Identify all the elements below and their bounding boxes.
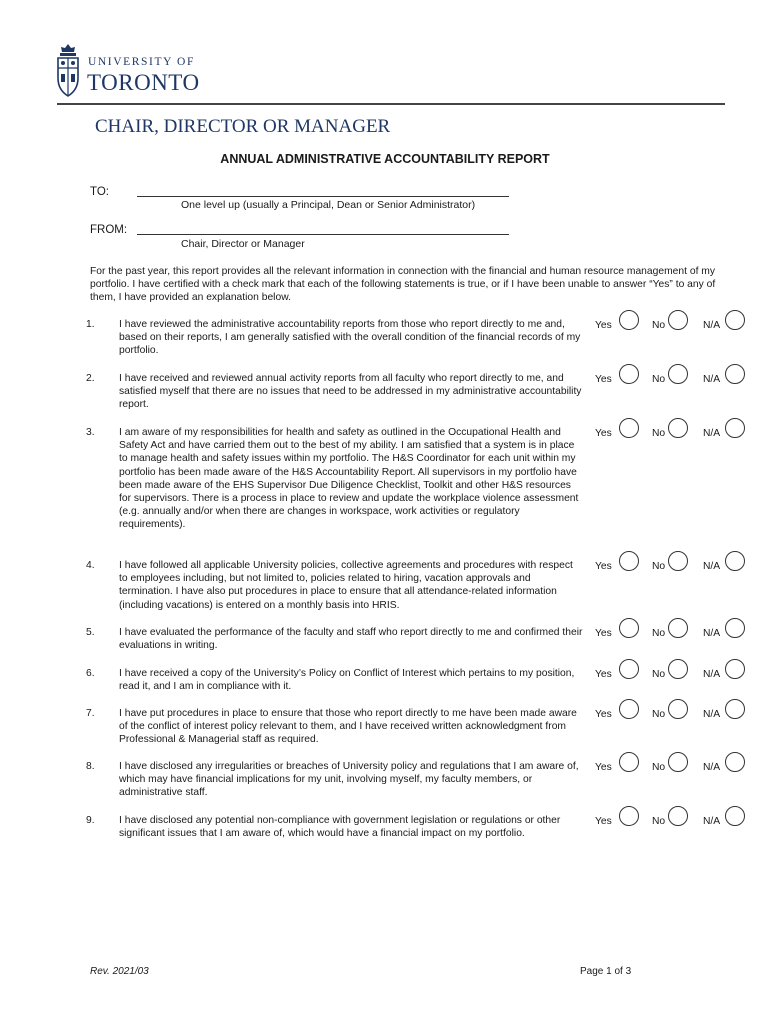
no-radio[interactable]	[668, 699, 688, 719]
yes-radio[interactable]	[619, 418, 639, 438]
option-na-label: N/A	[703, 669, 721, 680]
yes-radio[interactable]	[619, 659, 639, 679]
option-na-label: N/A	[703, 709, 721, 720]
option-yes-label: Yes	[595, 762, 612, 773]
university-crest-icon	[55, 42, 81, 98]
statement-number: 8.	[86, 761, 95, 772]
statement-number: 1.	[86, 319, 95, 330]
option-no-label: No	[652, 669, 666, 680]
option-na-label: N/A	[703, 320, 721, 331]
report-title: ANNUAL ADMINISTRATIVE ACCOUNTABILITY REPORT	[220, 152, 550, 166]
yes-radio[interactable]	[619, 618, 639, 638]
option-na-label: N/A	[703, 628, 721, 639]
statement-number: 5.	[86, 627, 95, 638]
logo-line-university-of: UNIVERSITY OF	[88, 56, 195, 68]
no-radio[interactable]	[668, 310, 688, 330]
intro-paragraph: For the past year, this report provides all the relevant information in connection with the financial and human resource management of my portfolio. I have certified with a check mark that each of the following statements is true, or if I have been unable to answer “Yes” to any of them, I have provided an explanation below.	[90, 266, 716, 303]
yes-radio[interactable]	[619, 551, 639, 571]
na-radio[interactable]	[725, 752, 745, 772]
na-radio[interactable]	[725, 310, 745, 330]
yes-radio[interactable]	[619, 806, 639, 826]
na-radio[interactable]	[725, 806, 745, 826]
na-radio[interactable]	[725, 699, 745, 719]
option-yes-label: Yes	[595, 709, 612, 720]
option-no-label: No	[652, 762, 666, 773]
header-divider	[57, 103, 725, 105]
option-na-label: N/A	[703, 561, 721, 572]
statement-text: I have evaluated the performance of the faculty and staff who report directly to me and confirmed their evaluations in writing.	[119, 627, 583, 652]
option-na-label: N/A	[703, 428, 721, 439]
from-signature-line[interactable]	[137, 234, 509, 235]
option-na-label: N/A	[703, 762, 721, 773]
to-signature-line[interactable]	[137, 196, 509, 197]
yes-radio[interactable]	[619, 699, 639, 719]
document-title: CHAIR, DIRECTOR OR MANAGER	[95, 116, 391, 137]
option-no-label: No	[652, 374, 666, 385]
na-radio[interactable]	[725, 364, 745, 384]
option-no-label: No	[652, 816, 666, 827]
option-yes-label: Yes	[595, 561, 612, 572]
logo-line-toronto: TORONTO	[87, 70, 200, 95]
to-label: TO:	[90, 186, 109, 198]
option-yes-label: Yes	[595, 320, 612, 331]
na-radio[interactable]	[725, 551, 745, 571]
option-yes-label: Yes	[595, 816, 612, 827]
na-radio[interactable]	[725, 418, 745, 438]
option-no-label: No	[652, 709, 666, 720]
na-radio[interactable]	[725, 618, 745, 638]
yes-radio[interactable]	[619, 752, 639, 772]
option-no-label: No	[652, 320, 666, 331]
no-radio[interactable]	[668, 806, 688, 826]
option-yes-label: Yes	[595, 628, 612, 639]
statement-text: I have disclosed any potential non-compliance with government legislation or regulations or other significant issues that I am aware of, which would have a financial impact on my portfolio.	[119, 815, 561, 840]
option-yes-label: Yes	[595, 428, 612, 439]
statement-number: 6.	[86, 668, 95, 679]
statement-text: I have received a copy of the University’s Policy on Conflict of Interest which pertains to my position, read it, and I am in compliance with it.	[119, 668, 575, 693]
university-logo	[55, 42, 225, 102]
statement-number: 4.	[86, 560, 95, 571]
yes-radio[interactable]	[619, 364, 639, 384]
statement-number: 9.	[86, 815, 95, 826]
no-radio[interactable]	[668, 364, 688, 384]
statement-text: I have reviewed the administrative accountability reports from those who report directly to me and, based on their reports, I am generally satisfied with the overall condition of the financial records of my portfolio.	[119, 319, 581, 357]
no-radio[interactable]	[668, 752, 688, 772]
option-yes-label: Yes	[595, 669, 612, 680]
statement-text: I have put procedures in place to ensure that those who report directly to me have been made aware of the conflict of interest policy relevant to them, and I have received written acknowledgment from Professional & Managerial staff as required.	[119, 708, 577, 746]
option-no-label: No	[652, 628, 666, 639]
no-radio[interactable]	[668, 659, 688, 679]
from-label: FROM:	[90, 224, 128, 236]
option-no-label: No	[652, 428, 666, 439]
no-radio[interactable]	[668, 551, 688, 571]
statement-number: 2.	[86, 373, 95, 384]
statement-text: I have followed all applicable University policies, collective agreements and procedures with respect to employees including, but not limited to, policies related to hiring, vacation approvals and termination. I have also put procedures in place to ensure that all attendance-related information (including vacations) is entered on a monthly basis into HRIS.	[119, 560, 573, 611]
statement-text: I have disclosed any irregularities or breaches of University policy and regulations that I am aware of, which may have financial implications for my unit, involving myself, my faculty members, or administrative staff.	[119, 761, 579, 799]
option-yes-label: Yes	[595, 374, 612, 385]
option-na-label: N/A	[703, 374, 721, 385]
revision-label: Rev. 2021/03	[90, 966, 149, 977]
no-radio[interactable]	[668, 418, 688, 438]
from-caption: Chair, Director or Manager	[181, 238, 305, 250]
option-no-label: No	[652, 561, 666, 572]
statement-number: 3.	[86, 427, 95, 438]
option-na-label: N/A	[703, 816, 721, 827]
to-caption: One level up (usually a Principal, Dean or Senior Administrator)	[181, 199, 476, 211]
page-number: Page 1 of 3	[580, 966, 632, 977]
statement-text: I have received and reviewed annual activity reports from all faculty who report directly to me, and satisfied myself that there are no issues that need to be addressed in my administrative accountability report.	[119, 373, 582, 411]
statement-number: 7.	[86, 708, 95, 719]
no-radio[interactable]	[668, 618, 688, 638]
statement-text: I am aware of my responsibilities for health and safety as outlined in the Occupational Health and Safety Act and have carried them out to the best of my ability. I am satisfied that a system is in place to manage health and safety issues within my portfolio. The H&S Coordinator for each unit within my portfolio has been made aware of the H&S Accountability Report. All supervisors in my portfolio have been made aware of the EHS Supervisor Due Diligence Checklist, Toolkit and other H&S resources for supervisors. There is a process in place to review and update the workplace violence assessment (e.g. annually and/or when there are changes in workspace, work activities or regulatory requirements).	[119, 427, 579, 531]
na-radio[interactable]	[725, 659, 745, 679]
yes-radio[interactable]	[619, 310, 639, 330]
